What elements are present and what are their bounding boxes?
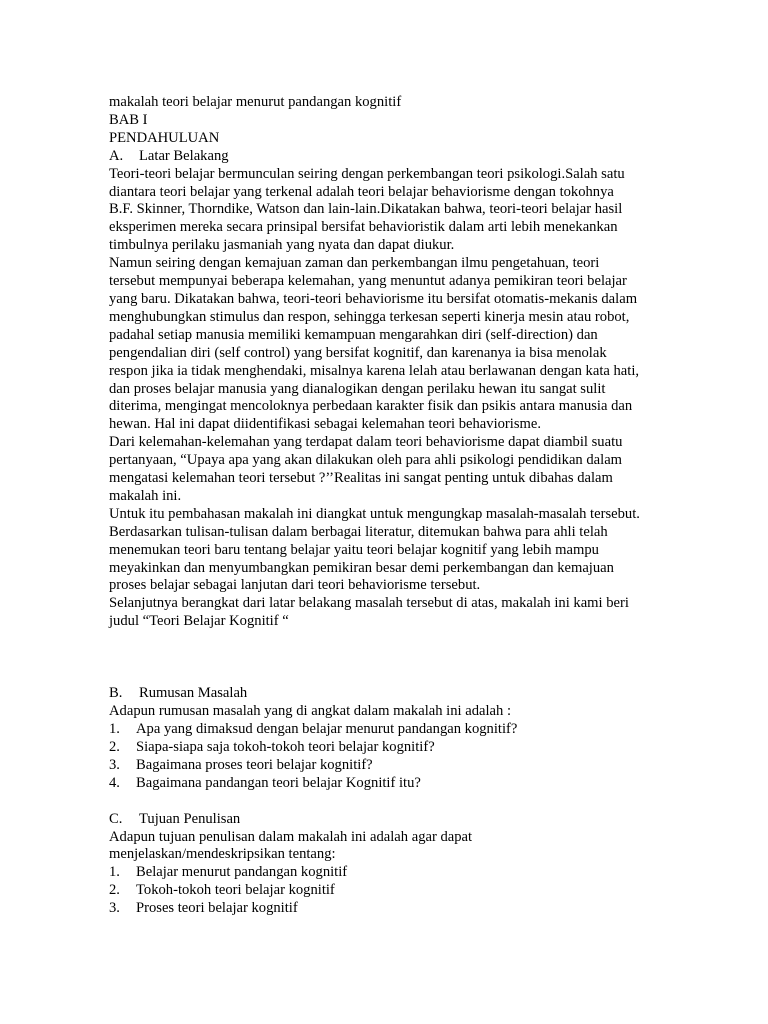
list-item-text: Apa yang dimaksud dengan belajar menurut pandangan kognitif? (136, 721, 518, 737)
paragraph-line: pengendalian diri (self control) yang bersifat kognitif, dan karenanya ia bisa menolak (109, 344, 607, 361)
list-item (109, 864, 669, 882)
list-item-text: Tokoh-tokoh teori belajar kognitif (136, 882, 335, 899)
paragraph-line: diantara teori belajar yang terkenal adalah teori belajar behaviorisme dengan tokohnya (109, 183, 614, 200)
paragraph-line: hewan. Hal ini dapat diidentifikasi sebagai kelemahan teori behaviorisme. (109, 416, 541, 433)
list-item-number: 3. (109, 756, 120, 773)
list-item-text: Belajar menurut pandangan kognitif (136, 864, 348, 881)
document-title: makalah teori belajar menurut pandangan kognitif (109, 94, 402, 110)
list-item-number: 2. (109, 882, 120, 899)
list-item (109, 775, 669, 793)
section-b-marker: B. (109, 685, 123, 702)
paragraph-line: pertanyaan, “Upaya apa yang akan dilakukan oleh para ahli psikologi pendidikan dalam (109, 452, 623, 469)
section-c-title: Tujuan Penulisan (139, 810, 241, 827)
paragraph-line: Berdasarkan tulisan-tulisan dalam berbagai literatur, ditemukan bahwa para ahli telah (109, 523, 608, 540)
list-item-number: 2. (109, 738, 120, 755)
paragraph-line: Dari kelemahan-kelemahan yang terdapat dalam teori behaviorisme dapat diambil suatu (109, 434, 623, 451)
list-item (109, 900, 669, 918)
chapter-number: BAB I (109, 111, 148, 128)
paragraph-line: tersebut mempunyai beberapa kelemahan, yang menuntut adanya pemikiran teori belajar (109, 273, 627, 290)
paragraph-3 (109, 434, 669, 506)
list-item (109, 882, 669, 900)
list-item-number: 1. (109, 864, 120, 881)
list-item-number: 3. (109, 900, 120, 917)
paragraph-line: respon jika ia tidak menghendaki, misalnya karena lelah atau berlawanan dengan kata hati, (109, 362, 640, 379)
list-item (109, 739, 669, 757)
paragraph-line: makalah ini. (109, 487, 182, 504)
section-b-intro: Adapun rumusan masalah yang di angkat dalam makalah ini adalah : (109, 703, 512, 720)
paragraph-line: Untuk itu pembahasan makalah ini diangkat untuk mengungkap masalah-masalah tersebut. (109, 505, 640, 522)
section-c-intro: menjelaskan/mendeskripsikan tentang: (109, 846, 336, 863)
list-item-text: Bagaimana proses teori belajar kognitif? (136, 756, 373, 773)
paragraph-2 (109, 255, 669, 434)
paragraph-line: yang baru. Dikatakan bahwa, teori-teori behaviorisme itu bersifat otomatis-mekanis dalam (109, 290, 638, 307)
paragraph-line: proses belajar sebagai lanjutan dari teori behaviorisme tersebut. (109, 577, 481, 594)
list-item-number: 4. (109, 774, 120, 791)
paragraph-line: eksperimen mereka secara prinsipal bersifat behavioristik dalam arti lebih menekankan (109, 219, 618, 236)
chapter-title: PENDAHULUAN (109, 129, 220, 146)
paragraph-line: Namun seiring dengan kemajuan zaman dan perkembangan ilmu pengetahuan, teori (109, 255, 600, 272)
list-item-text: Bagaimana pandangan teori belajar Kognitif itu? (136, 774, 421, 791)
paragraph-line: meyakinkan dan menyumbangkan pemikiran besar demi perkembangan dan kemajuan (109, 559, 614, 576)
list-item-text: Proses teori belajar kognitif (136, 900, 298, 917)
paragraph-line: B.F. Skinner, Thorndike, Watson dan lain-lain.Dikatakan bahwa, teori-teori belajar hasil (109, 201, 623, 218)
paragraph-line: padahal setiap manusia memiliki kemampuan mengarahkan diri (self-direction) dan (109, 326, 598, 343)
list-item-number: 1. (109, 721, 120, 737)
paragraph-line: Teori-teori belajar bermunculan seiring dengan perkembangan teori psikologi.Salah satu (109, 165, 625, 182)
paragraph-line: diterima, mengingat mencoloknya perbedaan karakter fisik dan psikis antara manusia dan (109, 398, 633, 415)
list-item-text: Siapa-siapa saja tokoh-tokoh teori belajar kognitif? (136, 738, 435, 755)
list-item (109, 757, 669, 775)
paragraph-line: judul “Teori Belajar Kognitif “ (109, 613, 289, 630)
blank-space (109, 631, 669, 685)
rumusan-list (109, 721, 669, 793)
paragraph-line: Selanjutnya berangkat dari latar belakang masalah tersebut di atas, makalah ini kami beri (109, 595, 629, 612)
paragraph-line: mengatasi kelemahan teori tersebut ?’’Realitas ini sangat penting untuk dibahas dalam (109, 470, 613, 487)
section-a-heading (109, 148, 669, 166)
section-c-marker: C. (109, 810, 123, 827)
section-c-heading (109, 811, 669, 829)
section-b-title: Rumusan Masalah (139, 685, 248, 702)
section-a-title: Latar Belakang (139, 147, 229, 164)
paragraph-5 (109, 595, 669, 631)
paragraph-line: menemukan teori baru tentang belajar yaitu teori belajar kognitif yang lebih mampu (109, 541, 599, 558)
list-item (109, 721, 669, 739)
paragraph-line: dan proses belajar manusia yang dianalogikan dengan perilaku hewan itu sangat sulit (109, 380, 606, 397)
paragraph-line: menghubungkan stimulus dan respon, sehingga terkesan seperti kinerja mesin atau robot, (109, 308, 630, 325)
document-page (109, 94, 669, 918)
paragraph-4 (109, 506, 669, 596)
blank-space (109, 793, 669, 811)
section-c-intro: Adapun tujuan penulisan dalam makalah ini adalah agar dapat (109, 828, 473, 845)
section-b-heading (109, 685, 669, 703)
section-a-marker: A. (109, 147, 124, 164)
tujuan-list (109, 864, 669, 918)
paragraph-line: timbulnya perilaku jasmaniah yang nyata dan dapat diukur. (109, 237, 455, 254)
paragraph-1 (109, 166, 669, 256)
